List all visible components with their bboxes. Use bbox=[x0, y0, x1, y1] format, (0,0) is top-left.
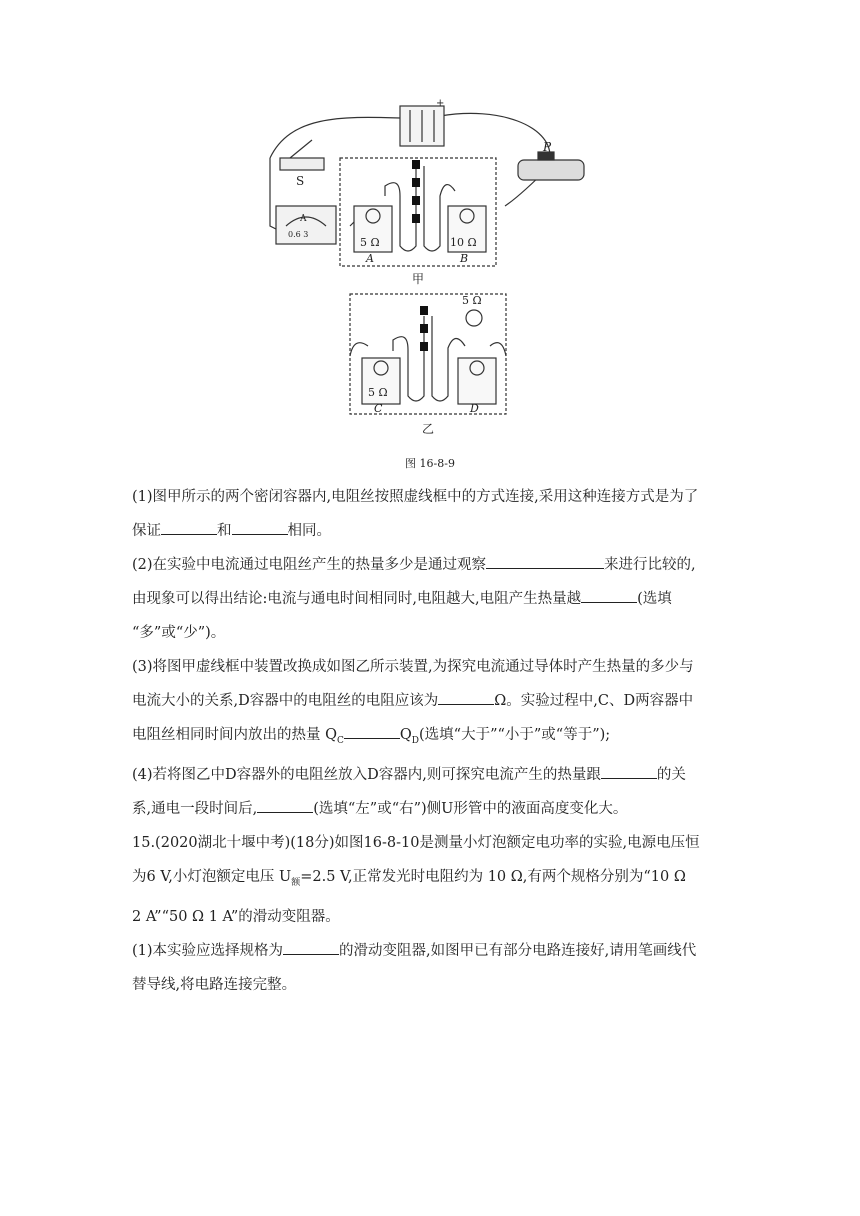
q1-text-a: 保证 bbox=[132, 523, 161, 539]
q1-line1: (1)图甲所示的两个密闭容器内,电阻丝按照虚线框中的方式连接,采用这种连接方式是为了 bbox=[132, 489, 699, 505]
q15-1-line1 bbox=[132, 934, 732, 968]
q3-text-b: Ω。实验过程中,C、D两容器中 bbox=[494, 693, 694, 709]
q3-text-e: (选填“大于”“小于”或“等于”); bbox=[419, 727, 611, 743]
q4-text-b: 的关 bbox=[656, 766, 686, 783]
q3-text-d: Q bbox=[399, 727, 412, 743]
res-d-ext-label: 5 Ω bbox=[462, 294, 482, 307]
answer-blank[interactable] bbox=[581, 588, 637, 604]
q2-text-d: (选填 bbox=[637, 591, 672, 607]
container-b-label: B bbox=[460, 252, 469, 265]
q2-line3: “多”或“少”)。 bbox=[132, 625, 226, 641]
q2-line2 bbox=[132, 582, 732, 616]
answer-blank[interactable] bbox=[161, 520, 217, 536]
battery-plus-label: + bbox=[436, 98, 445, 109]
q2-line1 bbox=[132, 548, 732, 582]
q4-text-d: (选填“左”或“右”)侧U形管中的液面高度变化大。 bbox=[313, 800, 628, 817]
q4-line1 bbox=[132, 758, 732, 792]
circuit-diagram bbox=[250, 96, 610, 476]
answer-blank[interactable] bbox=[486, 554, 604, 570]
q1-line2 bbox=[132, 514, 732, 548]
rheostat-label: P bbox=[543, 140, 552, 154]
res-c-label: 5 Ω bbox=[368, 386, 388, 399]
q1-text-b: 和 bbox=[217, 523, 232, 539]
q15-sub: 额 bbox=[291, 877, 301, 888]
answer-blank[interactable] bbox=[232, 520, 288, 536]
container-c-label: C bbox=[374, 402, 383, 415]
switch-label: S bbox=[296, 174, 305, 188]
q3-sub-d: D bbox=[411, 735, 419, 746]
q15-1-text-b: 的滑动变阻器,如图甲已有部分电路连接好,请用笔画线代 bbox=[339, 942, 697, 959]
q1-text-c: 相同。 bbox=[287, 523, 331, 539]
answer-blank[interactable] bbox=[257, 797, 313, 813]
q3-text-a: 电流大小的关系,D容器中的电阻丝的电阻应该为 bbox=[132, 693, 439, 709]
circuit-figure bbox=[250, 96, 610, 476]
q2-text-a: (2)在实验中电流通过电阻丝产生的热量多少是通过观察 bbox=[132, 557, 487, 573]
question-text bbox=[132, 480, 732, 1002]
q3-sub-c: C bbox=[337, 735, 344, 746]
q15-line2 bbox=[132, 860, 732, 900]
container-a-label: A bbox=[366, 252, 374, 265]
answer-blank[interactable] bbox=[344, 724, 400, 740]
caption-jia: 甲 bbox=[412, 272, 425, 286]
answer-blank[interactable] bbox=[283, 939, 339, 955]
answer-blank[interactable] bbox=[601, 763, 657, 779]
res-a-label: 5 Ω bbox=[360, 236, 380, 249]
q2-text-b: 来进行比较的, bbox=[604, 557, 696, 573]
caption-yi: 乙 bbox=[422, 422, 435, 436]
q15-text-b: =2.5 V,正常发光时电阻约为 10 Ω,有两个规格分别为“10 Ω bbox=[300, 868, 686, 885]
q3-line2 bbox=[132, 684, 732, 718]
q15-line3: 2 A”“50 Ω 1 A”的滑动变阻器。 bbox=[132, 908, 340, 925]
container-d-label: D bbox=[470, 402, 479, 415]
q3-line1: (3)将图甲虚线框中装置改换成如图乙所示装置,为探究电流通过导体时产生热量的多少与 bbox=[132, 659, 694, 675]
q15-line1: 15.(2020湖北十堰中考)(18分)如图16-8-10是测量小灯泡额定电功率的实验,电源电压恒 bbox=[132, 834, 700, 851]
q15-text-a: 为6 V,小灯泡额定电压 U bbox=[132, 868, 292, 885]
q3-line3 bbox=[132, 718, 732, 758]
ammeter-label: A bbox=[300, 214, 307, 224]
q2-text-c: 由现象可以得出结论:电流与通电时间相同时,电阻越大,电阻产生热量越 bbox=[132, 591, 582, 607]
q4-text-a: (4)若将图乙中D容器外的电阻丝放入D容器内,则可探究电流产生的热量跟 bbox=[132, 766, 601, 783]
res-b-label: 10 Ω bbox=[450, 236, 477, 249]
q4-line2 bbox=[132, 792, 732, 826]
answer-blank[interactable] bbox=[438, 690, 494, 706]
ammeter-range: 0.6 3 bbox=[288, 230, 309, 239]
q15-1-text-a: (1)本实验应选择规格为 bbox=[132, 942, 284, 959]
q4-text-c: 系,通电一段时间后, bbox=[132, 800, 258, 817]
figure-caption: 图 16-8-9 bbox=[405, 457, 455, 470]
q3-text-c: 电阻丝相同时间内放出的热量 Q bbox=[132, 727, 337, 743]
q15-1-line2: 替导线,将电路连接完整。 bbox=[132, 976, 297, 993]
